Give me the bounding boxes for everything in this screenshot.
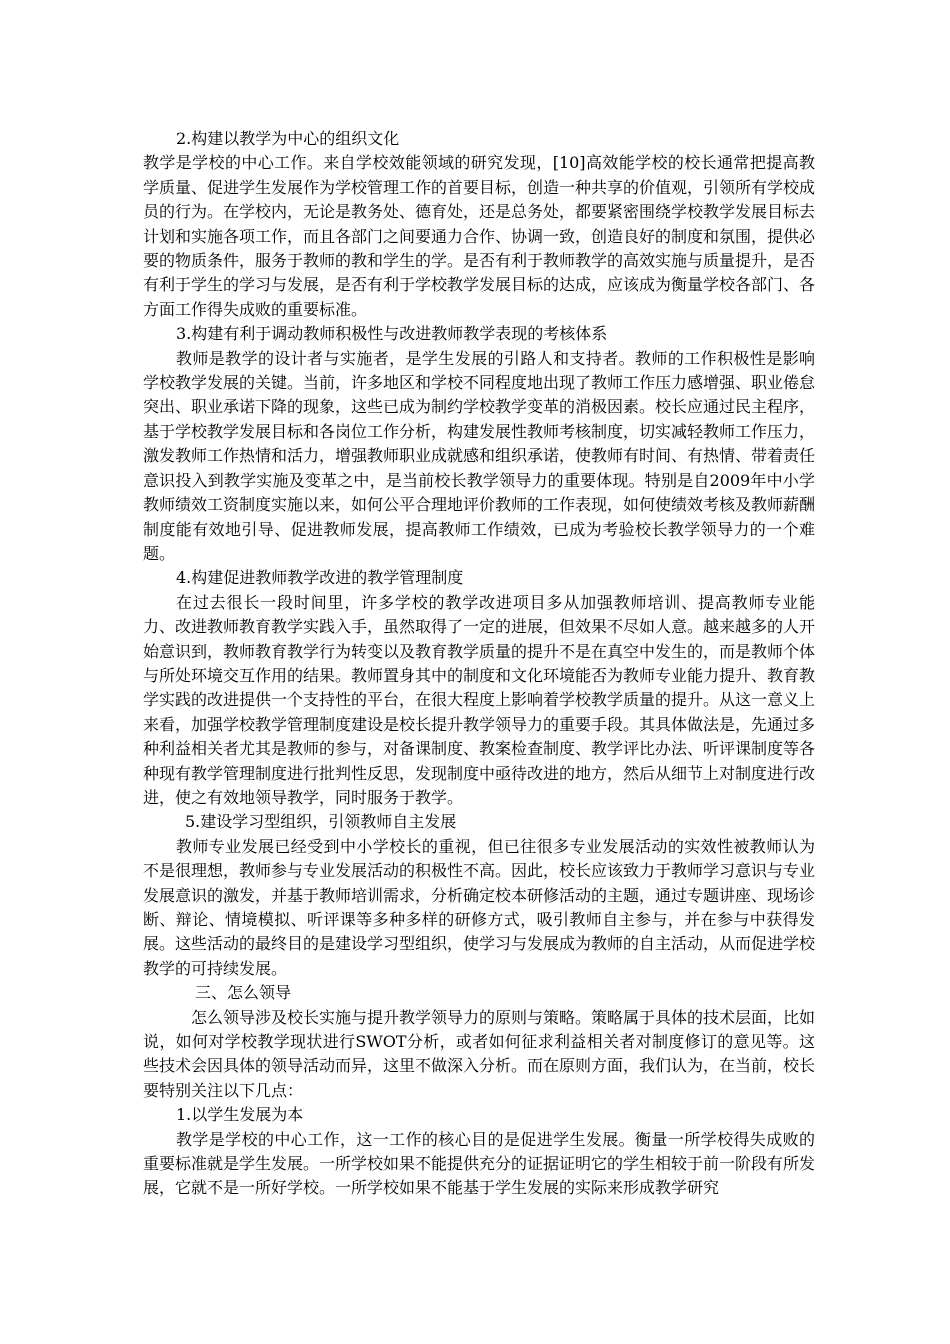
document-body <box>143 127 815 1201</box>
section-heading-4: 4.构建促进教师教学改进的教学管理制度 <box>176 568 464 588</box>
body-paragraph: 教师专业发展已经受到中小学校长的重视，但已往很多专业发展活动的实效性被教师认为不是很理想，教师参与专业发展活动的积极性不高。因此，校长应该致力于教师学习意识与专业发展意识的激发，并基于教师培训需求，分析确定校本研修活动的主题，通过专题讲座、现场诊断、辩论、情境模拟、听评课等多种多样的研修方式，吸引教师自主参与，并在参与中获得发展。这些活动的最终目的是建设学习型组织，使学习与发展成为教师的自主活动，从而促进学校教学的可持续发展。 <box>143 836 816 978</box>
chapter-heading-how-to-lead: 三、怎么领导 <box>195 983 292 1003</box>
section-heading-2: 2.构建以教学为中心的组织文化 <box>176 129 400 148</box>
body-paragraph: 教学是学校的中心工作，这一工作的核心目的是促进学生发展。衡量一所学校得失成败的重要标准就是学生发展。一所学校如果不能提供充分的证据证明它的学生相较于前一阶段有所发展，它就不是一所好学校。一所学校如果不能基于学生发展的实际来形成教学研究 <box>143 1129 816 1198</box>
section-heading-5: 5.建设学习型组织，引领教师自主发展 <box>185 812 457 832</box>
body-paragraph: 教师是教学的设计者与实施者，是学生发展的引路人和支持者。教师的工作积极性是影响学校教学发展的关键。当前，许多地区和学校不同程度地出现了教师工作压力感增强、职业倦怠突出、职业承诺下降的现象，这些已成为制约学校教学变革的消极因素。校长应通过民主程序，基于学校教学发展目标和各岗位工作分析，构建发展性教师考核制度，切实减轻教师工作压力，激发教师工作热情和活力，增强教师职业成就感和组织承诺，使教师有时间、有热情、带着责任意识投入到教学实施及变革之中，是当前校长教学领导力的重要体现。特别是自2009年中小学教师绩效工资制度实施以来，如何公平合理地评价教师的工作表现，如何使绩效考核及教师薪酬制度能有效地引导、促进教师发展，提高教师工作绩效，已成为考验校长教学领导力的一个难题。 <box>143 348 816 563</box>
body-paragraph: 在过去很长一段时间里，许多学校的教学改进项目多从加强教师培训、提高教师专业能力、改进教师教育教学实践入手，虽然取得了一定的进展，但效果不尽如人意。越来越多的人开始意识到，教师教育教学行为转变以及教育教学质量的提升不是在真空中发生的，而是教师个体与所处环境交互作用的结果。教师置身其中的制度和文化环境能否为教师专业能力提升、教育教学实践的改进提供一个支持性的平台，在很大程度上影响着学校教学质量的提升。从这一意义上来看，加强学校教学管理制度建设是校长提升教学领导力的重要手段。其具体做法是，先通过多种利益相关者尤其是教师的参与，对备课制度、教案检查制度、教学评比办法、听评课制度等各种现有教学管理制度进行批判性反思，发现制度中亟待改进的地方，然后从细节上对制度进行改进，使之有效地领导教学，同时服务于教学。 <box>143 592 816 807</box>
body-paragraph: 教学是学校的中心工作。来自学校效能领域的研究发现，[10]高效能学校的校长通常把提高教学质量、促进学生发展作为学校管理工作的首要目标，创造一种共享的价值观，引领所有学校成员的行为。在学校内，无论是教务处、德育处，还是总务处，都要紧密围绕学校教学发展目标去计划和实施各项工作，而且各部门之间要通力合作、协调一致，创造良好的制度和氛围，提供必要的物质条件，服务于教师的教和学生的学。是否有利于教师教学的高效实施与质量提升，是否有利于学生的学习与发展，是否有利于学校教学发展目标的达成，应该成为衡量学校各部门、各方面工作得失成败的重要标准。 <box>143 153 816 319</box>
section-heading-3: 3.构建有利于调动教师积极性与改进教师教学表现的考核体系 <box>176 324 608 344</box>
section-heading-1: 1.以学生发展为本 <box>176 1105 304 1125</box>
body-paragraph: 怎么领导涉及校长实施与提升教学领导力的原则与策略。策略属于具体的技术层面，比如说，如何对学校教学现状进行SWOT分析，或者如何征求利益相关者对制度修订的意见等。这些技术会因具体的领导活动而异，这里不做深入分析。而在原则方面，我们认为，在当前，校长要特别关注以下几点： <box>143 1007 816 1100</box>
